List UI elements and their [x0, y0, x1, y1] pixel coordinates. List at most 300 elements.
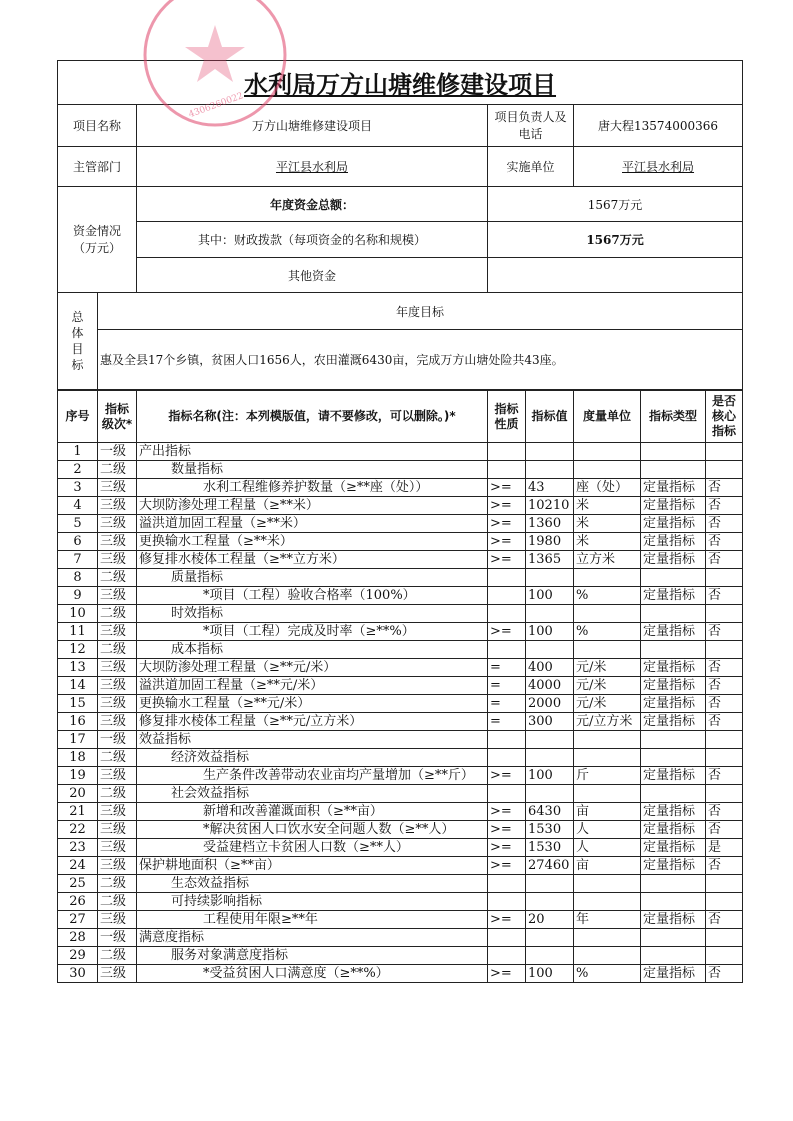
cell-value: 300 — [526, 713, 574, 731]
project-name-label: 项目名称 — [58, 105, 137, 147]
cell-unit — [574, 785, 641, 803]
cell-unit — [574, 641, 641, 659]
cell-core: 否 — [706, 587, 743, 605]
cell-name: 更换输水工程量（≥**元/米） — [137, 695, 488, 713]
cell-value: 2000 — [526, 695, 574, 713]
cell-type: 定量指标 — [641, 497, 706, 515]
cell-op — [488, 587, 526, 605]
cell-level: 二级 — [98, 875, 137, 893]
table-row — [58, 821, 743, 839]
cell-name: 大坝防渗处理工程量（≥**米） — [137, 497, 488, 515]
cell-name: 满意度指标 — [137, 929, 488, 947]
cell-unit: 人 — [574, 839, 641, 857]
cell-op: >= — [488, 551, 526, 569]
cell-value: 4000 — [526, 677, 574, 695]
cell-unit: 米 — [574, 515, 641, 533]
cell-no: 5 — [58, 515, 98, 533]
cell-op — [488, 605, 526, 623]
header-unit: 度量单位 — [574, 391, 641, 443]
project-name: 万方山塘维修建设项目 — [137, 105, 488, 147]
cell-core — [706, 731, 743, 749]
cell-name: 受益建档立卡贫困人口数（≥**人） — [137, 839, 488, 857]
indicator-table — [57, 390, 743, 983]
cell-unit: 元/米 — [574, 659, 641, 677]
cell-op — [488, 749, 526, 767]
funds-total-label: 年度资金总额： — [137, 187, 488, 222]
cell-value: 100 — [526, 767, 574, 785]
cell-no: 30 — [58, 965, 98, 983]
cell-unit — [574, 929, 641, 947]
cell-op: = — [488, 677, 526, 695]
cell-core: 否 — [706, 695, 743, 713]
cell-level: 二级 — [98, 605, 137, 623]
table-row — [58, 443, 743, 461]
cell-core: 否 — [706, 965, 743, 983]
cell-op: >= — [488, 965, 526, 983]
cell-type — [641, 749, 706, 767]
cell-no: 28 — [58, 929, 98, 947]
cell-name: 溢洪道加固工程量（≥**元/米） — [137, 677, 488, 695]
cell-core: 否 — [706, 857, 743, 875]
leader-value: 唐大程13574000366 — [574, 105, 743, 147]
cell-value — [526, 947, 574, 965]
table-row — [58, 803, 743, 821]
cell-op: = — [488, 713, 526, 731]
svg-text:4306260022: 4306260022 — [187, 91, 245, 121]
goal-header: 年度目标 — [98, 293, 743, 330]
table-row — [58, 785, 743, 803]
cell-name: 更换输水工程量（≥**米） — [137, 533, 488, 551]
cell-type: 定量指标 — [641, 587, 706, 605]
table-row — [58, 893, 743, 911]
cell-level: 一级 — [98, 443, 137, 461]
cell-level: 三级 — [98, 479, 137, 497]
cell-unit: 米 — [574, 533, 641, 551]
table-row — [58, 551, 743, 569]
cell-no: 29 — [58, 947, 98, 965]
dept-label: 主管部门 — [58, 147, 137, 187]
cell-name: *受益贫困人口满意度（≥**%） — [137, 965, 488, 983]
cell-name: 产出指标 — [137, 443, 488, 461]
cell-value: 400 — [526, 659, 574, 677]
cell-op: >= — [488, 497, 526, 515]
cell-type: 定量指标 — [641, 533, 706, 551]
cell-level: 三级 — [98, 587, 137, 605]
table-row — [58, 695, 743, 713]
cell-op: >= — [488, 857, 526, 875]
cell-value: 6430 — [526, 803, 574, 821]
cell-name: 新增和改善灌溉面积（≥**亩） — [137, 803, 488, 821]
cell-unit — [574, 893, 641, 911]
cell-level: 三级 — [98, 821, 137, 839]
cell-no: 22 — [58, 821, 98, 839]
cell-type: 定量指标 — [641, 965, 706, 983]
dept-value: 平江县水利局 — [137, 147, 488, 187]
cell-name: 保护耕地面积（≥**亩） — [137, 857, 488, 875]
cell-value — [526, 785, 574, 803]
cell-no: 13 — [58, 659, 98, 677]
cell-value — [526, 443, 574, 461]
table-row — [58, 461, 743, 479]
cell-level: 三级 — [98, 659, 137, 677]
table-row — [58, 713, 743, 731]
cell-type — [641, 605, 706, 623]
cell-value — [526, 893, 574, 911]
table-row — [58, 767, 743, 785]
cell-core: 否 — [706, 659, 743, 677]
cell-level: 三级 — [98, 551, 137, 569]
cell-no: 24 — [58, 857, 98, 875]
cell-no: 26 — [58, 893, 98, 911]
cell-type: 定量指标 — [641, 623, 706, 641]
cell-op — [488, 785, 526, 803]
cell-level: 二级 — [98, 785, 137, 803]
cell-core — [706, 785, 743, 803]
project-info-table — [57, 60, 743, 390]
cell-type: 定量指标 — [641, 857, 706, 875]
cell-core: 否 — [706, 623, 743, 641]
cell-unit: 亩 — [574, 803, 641, 821]
cell-level: 二级 — [98, 461, 137, 479]
funds-label: 资金情况（万元） — [58, 187, 137, 293]
funds-other — [488, 258, 743, 293]
cell-unit — [574, 443, 641, 461]
cell-name: 溢洪道加固工程量（≥**米） — [137, 515, 488, 533]
document-title: 水利局万方山塘维修建设项目 — [58, 61, 743, 105]
cell-value — [526, 875, 574, 893]
cell-unit — [574, 605, 641, 623]
cell-level: 二级 — [98, 893, 137, 911]
header-nature: 指标性质 — [488, 391, 526, 443]
table-row — [58, 497, 743, 515]
cell-level: 二级 — [98, 947, 137, 965]
header-value: 指标值 — [526, 391, 574, 443]
cell-type — [641, 569, 706, 587]
cell-name: 时效指标 — [137, 605, 488, 623]
cell-type: 定量指标 — [641, 713, 706, 731]
cell-core — [706, 443, 743, 461]
cell-name: *项目（工程）完成及时率（≥**%） — [137, 623, 488, 641]
cell-value — [526, 641, 574, 659]
cell-value: 43 — [526, 479, 574, 497]
table-row — [58, 947, 743, 965]
cell-core: 否 — [706, 515, 743, 533]
header-name: 指标名称(注：本列模版值，请不要修改，可以删除。)* — [137, 391, 488, 443]
cell-op — [488, 875, 526, 893]
cell-core: 否 — [706, 551, 743, 569]
cell-type: 定量指标 — [641, 551, 706, 569]
cell-op — [488, 641, 526, 659]
cell-unit — [574, 947, 641, 965]
cell-op — [488, 929, 526, 947]
cell-value: 1365 — [526, 551, 574, 569]
table-row — [58, 875, 743, 893]
cell-no: 6 — [58, 533, 98, 551]
cell-type: 定量指标 — [641, 839, 706, 857]
cell-op — [488, 731, 526, 749]
cell-op: >= — [488, 479, 526, 497]
cell-value: 100 — [526, 623, 574, 641]
table-row — [58, 605, 743, 623]
table-row — [58, 677, 743, 695]
cell-no: 19 — [58, 767, 98, 785]
cell-core — [706, 875, 743, 893]
cell-value — [526, 461, 574, 479]
table-row — [58, 479, 743, 497]
cell-unit: 人 — [574, 821, 641, 839]
cell-value: 100 — [526, 965, 574, 983]
impl-value: 平江县水利局 — [574, 147, 743, 187]
cell-value: 1360 — [526, 515, 574, 533]
funds-fiscal: 1567万元 — [488, 222, 743, 258]
table-row — [58, 929, 743, 947]
cell-name: 服务对象满意度指标 — [137, 947, 488, 965]
cell-unit — [574, 461, 641, 479]
cell-type — [641, 443, 706, 461]
table-row — [58, 587, 743, 605]
cell-name: 修复排水棱体工程量（≥**立方米） — [137, 551, 488, 569]
cell-level: 三级 — [98, 695, 137, 713]
cell-name: 大坝防渗处理工程量（≥**元/米） — [137, 659, 488, 677]
cell-type — [641, 731, 706, 749]
cell-level: 二级 — [98, 749, 137, 767]
cell-unit: % — [574, 587, 641, 605]
cell-level: 三级 — [98, 515, 137, 533]
cell-value: 1530 — [526, 839, 574, 857]
cell-value — [526, 569, 574, 587]
cell-level: 三级 — [98, 767, 137, 785]
cell-name: 生产条件改善带动农业亩均产量增加（≥**斤） — [137, 767, 488, 785]
cell-op — [488, 461, 526, 479]
cell-level: 三级 — [98, 677, 137, 695]
cell-type: 定量指标 — [641, 479, 706, 497]
cell-level: 三级 — [98, 533, 137, 551]
cell-core — [706, 605, 743, 623]
cell-unit: 元/立方米 — [574, 713, 641, 731]
cell-op: >= — [488, 767, 526, 785]
cell-name: 成本指标 — [137, 641, 488, 659]
cell-name: 效益指标 — [137, 731, 488, 749]
cell-core: 否 — [706, 911, 743, 929]
cell-core — [706, 641, 743, 659]
table-row — [58, 515, 743, 533]
cell-unit: 亩 — [574, 857, 641, 875]
goal-text: 惠及全县17个乡镇，贫困人口1656人，农田灌溉6430亩，完成万方山塘处险共43座。 — [98, 330, 743, 390]
cell-unit — [574, 749, 641, 767]
cell-op — [488, 947, 526, 965]
cell-type — [641, 947, 706, 965]
cell-level: 三级 — [98, 713, 137, 731]
cell-core: 否 — [706, 821, 743, 839]
cell-op: >= — [488, 911, 526, 929]
cell-no: 11 — [58, 623, 98, 641]
table-row — [58, 569, 743, 587]
table-row — [58, 749, 743, 767]
cell-value — [526, 749, 574, 767]
cell-name: 社会效益指标 — [137, 785, 488, 803]
cell-op — [488, 443, 526, 461]
cell-type — [641, 893, 706, 911]
table-row — [58, 623, 743, 641]
cell-unit: 斤 — [574, 767, 641, 785]
cell-no: 7 — [58, 551, 98, 569]
cell-op: = — [488, 695, 526, 713]
cell-value: 20 — [526, 911, 574, 929]
cell-type — [641, 641, 706, 659]
cell-type — [641, 929, 706, 947]
cell-unit: 年 — [574, 911, 641, 929]
cell-core: 否 — [706, 533, 743, 551]
leader-label: 项目负责人及电话 — [488, 105, 574, 147]
header-type: 指标类型 — [641, 391, 706, 443]
funds-fiscal-label: 其中：财政拨款（每项资金的名称和规模） — [137, 222, 488, 258]
table-row — [58, 857, 743, 875]
cell-no: 4 — [58, 497, 98, 515]
cell-unit: 座（处） — [574, 479, 641, 497]
cell-type — [641, 785, 706, 803]
cell-unit — [574, 875, 641, 893]
cell-value: 10210 — [526, 497, 574, 515]
cell-type: 定量指标 — [641, 821, 706, 839]
cell-unit: % — [574, 965, 641, 983]
cell-level: 二级 — [98, 569, 137, 587]
cell-no: 16 — [58, 713, 98, 731]
header-core: 是否核心指标 — [706, 391, 743, 443]
cell-core — [706, 749, 743, 767]
cell-op: >= — [488, 533, 526, 551]
table-row — [58, 659, 743, 677]
cell-name: 水利工程维修养护数量（≥**座（处）） — [137, 479, 488, 497]
cell-level: 一级 — [98, 929, 137, 947]
cell-name: 修复排水棱体工程量（≥**元/立方米） — [137, 713, 488, 731]
cell-no: 2 — [58, 461, 98, 479]
cell-core — [706, 461, 743, 479]
cell-type: 定量指标 — [641, 911, 706, 929]
cell-type — [641, 875, 706, 893]
cell-op: >= — [488, 803, 526, 821]
cell-op: >= — [488, 821, 526, 839]
cell-level: 三级 — [98, 497, 137, 515]
cell-type: 定量指标 — [641, 695, 706, 713]
cell-value: 1980 — [526, 533, 574, 551]
cell-no: 21 — [58, 803, 98, 821]
cell-value: 100 — [526, 587, 574, 605]
cell-core: 是 — [706, 839, 743, 857]
cell-core: 否 — [706, 767, 743, 785]
goal-label: 总体目标 — [58, 293, 98, 390]
cell-op: >= — [488, 839, 526, 857]
table-row — [58, 839, 743, 857]
cell-value: 1530 — [526, 821, 574, 839]
cell-no: 20 — [58, 785, 98, 803]
cell-op: >= — [488, 515, 526, 533]
cell-unit — [574, 731, 641, 749]
cell-no: 25 — [58, 875, 98, 893]
cell-no: 15 — [58, 695, 98, 713]
cell-no: 14 — [58, 677, 98, 695]
cell-no: 8 — [58, 569, 98, 587]
table-row — [58, 641, 743, 659]
cell-name: *解决贫困人口饮水安全问题人数（≥**人） — [137, 821, 488, 839]
cell-level: 三级 — [98, 803, 137, 821]
cell-no: 10 — [58, 605, 98, 623]
cell-level: 三级 — [98, 857, 137, 875]
cell-no: 1 — [58, 443, 98, 461]
cell-level: 三级 — [98, 911, 137, 929]
table-row — [58, 965, 743, 983]
cell-value: 27460 — [526, 857, 574, 875]
cell-op: = — [488, 659, 526, 677]
cell-op — [488, 893, 526, 911]
cell-name: *项目（工程）验收合格率（100%） — [137, 587, 488, 605]
cell-unit: 立方米 — [574, 551, 641, 569]
cell-no: 12 — [58, 641, 98, 659]
cell-core: 否 — [706, 677, 743, 695]
cell-type: 定量指标 — [641, 677, 706, 695]
cell-value — [526, 731, 574, 749]
cell-name: 质量指标 — [137, 569, 488, 587]
cell-level: 三级 — [98, 623, 137, 641]
cell-no: 3 — [58, 479, 98, 497]
cell-name: 经济效益指标 — [137, 749, 488, 767]
header-level: 指标级次* — [98, 391, 137, 443]
funds-other-label: 其他资金 — [137, 258, 488, 293]
cell-type: 定量指标 — [641, 803, 706, 821]
impl-label: 实施单位 — [488, 147, 574, 187]
cell-no: 9 — [58, 587, 98, 605]
cell-name: 工程使用年限≥**年 — [137, 911, 488, 929]
header-no: 序号 — [58, 391, 98, 443]
cell-core: 否 — [706, 713, 743, 731]
cell-name: 数量指标 — [137, 461, 488, 479]
cell-unit — [574, 569, 641, 587]
cell-core — [706, 947, 743, 965]
cell-level: 二级 — [98, 641, 137, 659]
cell-name: 生态效益指标 — [137, 875, 488, 893]
cell-unit: 元/米 — [574, 677, 641, 695]
cell-core: 否 — [706, 497, 743, 515]
cell-unit: 元/米 — [574, 695, 641, 713]
cell-value — [526, 929, 574, 947]
cell-name: 可持续影响指标 — [137, 893, 488, 911]
cell-core — [706, 893, 743, 911]
cell-type — [641, 461, 706, 479]
table-row — [58, 731, 743, 749]
cell-no: 18 — [58, 749, 98, 767]
cell-core: 否 — [706, 479, 743, 497]
cell-op — [488, 569, 526, 587]
cell-no: 17 — [58, 731, 98, 749]
cell-core — [706, 569, 743, 587]
table-row — [58, 533, 743, 551]
funds-total: 1567万元 — [488, 187, 743, 222]
cell-level: 一级 — [98, 731, 137, 749]
cell-core — [706, 929, 743, 947]
table-row — [58, 911, 743, 929]
cell-type: 定量指标 — [641, 767, 706, 785]
cell-value — [526, 605, 574, 623]
cell-no: 23 — [58, 839, 98, 857]
cell-no: 27 — [58, 911, 98, 929]
cell-unit: 米 — [574, 497, 641, 515]
cell-level: 三级 — [98, 839, 137, 857]
cell-type: 定量指标 — [641, 515, 706, 533]
cell-level: 三级 — [98, 965, 137, 983]
cell-op: >= — [488, 623, 526, 641]
cell-unit: % — [574, 623, 641, 641]
cell-type: 定量指标 — [641, 659, 706, 677]
cell-core: 否 — [706, 803, 743, 821]
